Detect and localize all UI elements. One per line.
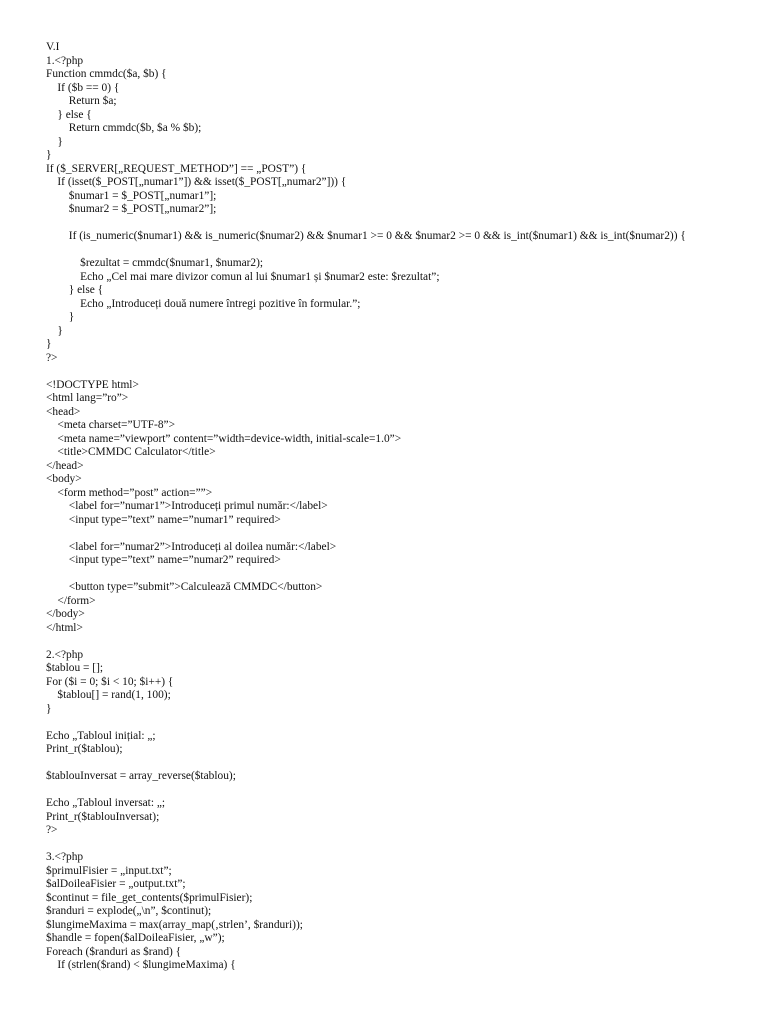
code-line: <body> [46,473,82,485]
code-line: For ($i = 0; $i < 10; $i++) { [46,675,174,688]
code-line: $handle = fopen($alDoileaFisier, „w”); [46,932,225,944]
code-line: } else { [46,284,104,296]
code-line: } [46,338,52,350]
code-line: <meta name=”viewport” content=”width=device-width, initial-scale=1.0”> [46,432,402,445]
code-line: $tablou = []; [46,662,104,674]
code-line: <button type=”submit”>Calculează CMMDC</button> [46,581,323,593]
code-line [46,716,758,730]
code-line: $numar1 = $_POST[„numar1”]; [46,189,217,202]
code-line: </body> [46,608,85,620]
code-line [46,365,758,379]
code-line: $lungimeMaxima = max(array_map(‚strlen’, $randuri)); [46,918,303,931]
code-line: } [46,149,52,161]
code-line: Echo „Tabloul inversat: „; [46,797,166,809]
code-line: <input type=”text” name=”numar2” required> [46,554,281,566]
code-line: Echo „Introduceți două numere întregi pozitive în formular.”; [46,297,361,310]
code-line: } else { [46,108,92,121]
code-line: <head> [46,405,81,418]
code-line: $tablouInversat = array_reverse($tablou); [46,770,236,782]
code-line: $primulFisier = „input.txt”; [46,864,172,877]
code-line [46,217,758,231]
code-line: Return cmmdc($b, $a % $b); [46,122,202,134]
code-line: <meta charset=”UTF-8”> [46,419,176,431]
code-line: <html lang=”ro”> [46,392,129,404]
code-line: If ($b == 0) { [46,81,120,94]
code-line: Foreach ($randuri as $rand) { [46,945,182,958]
code-line: ?> [46,824,58,836]
code-line: $randuri = explode(„\n”, $continut); [46,905,212,917]
code-line: Function cmmdc($a, $b) { [46,68,167,80]
code-line: $rezultat = cmmdc($numar1, $numar2); [46,257,264,269]
code-line: Print_r($tablouInversat); [46,810,160,823]
code-line: Echo „Tabloul inițial: „; [46,729,156,742]
code-line: } [46,135,63,148]
code-line: Print_r($tablou); [46,743,123,755]
code-line: <input type=”text” name=”numar1” required> [46,513,281,526]
code-line: <title>CMMDC Calculator</title> [46,446,216,458]
code-line [46,527,758,541]
code-line: If (strlen($rand) < $lungimeMaxima) { [46,959,236,971]
code-line: </html> [46,621,83,634]
code-line [46,244,758,258]
code-line: } [46,702,52,715]
code-line: If (is_numeric($numar1) && is_numeric($numar2) && $numar1 >= 0 && $numar2 >= 0 && is_int($numar1) && is_int($numar2)) { [46,230,686,242]
document-page [46,41,758,973]
code-line: <label for=”numar1”>Introduceți primul număr:</label> [46,500,328,512]
code-line: <label for=”numar2”>Introduceți al doilea număr:</label> [46,540,337,553]
code-line [46,635,758,649]
code-line [46,784,758,798]
code-line: </form> [46,594,96,607]
code-line: </head> [46,459,84,472]
code-line [46,757,758,771]
code-line: Echo „Cel mai mare divizor comun al lui $numar1 și $numar2 este: $rezultat”; [46,270,440,283]
code-line: $continut = file_get_contents($primulFisier); [46,891,253,904]
code-line: Return $a; [46,95,117,107]
code-line: If ($_SERVER[„REQUEST_METHOD”] == „POST”) { [46,162,307,175]
code-line: $tablou[] = rand(1, 100); [46,689,171,701]
code-line: <!DOCTYPE html> [46,378,139,391]
code-line [46,838,758,852]
code-line: V.I [46,41,60,53]
code-line: 2.<?php [46,648,84,661]
code-line: <form method=”post” action=””> [46,486,213,499]
code-line [46,568,758,582]
code-line: } [46,324,63,337]
code-line: } [46,311,75,323]
code-line: 3.<?php [46,851,84,863]
code-line: $alDoileaFisier = „output.txt”; [46,878,186,890]
code-line: If (isset($_POST[„numar1”]) && isset($_POST[„numar2”])) { [46,176,347,188]
code-line: $numar2 = $_POST[„numar2”]; [46,203,217,215]
code-line: ?> [46,351,58,364]
code-line: 1.<?php [46,54,84,67]
